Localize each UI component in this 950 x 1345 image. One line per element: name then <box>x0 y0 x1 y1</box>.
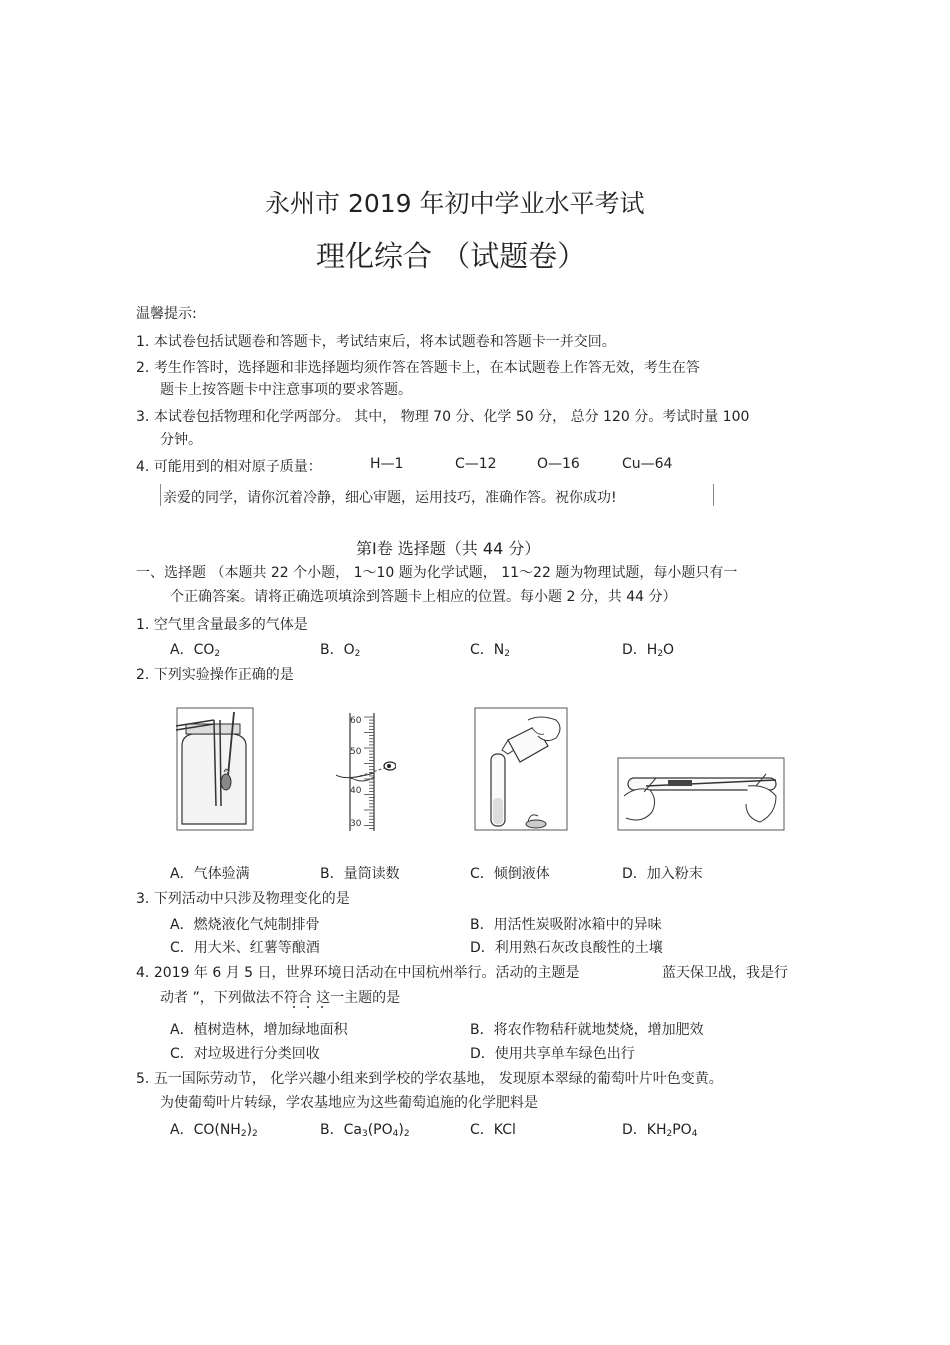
question-5-stem-cont: 为使葡萄叶片转绿，学农基地应为这些葡萄追施的化学肥料是 <box>160 1095 538 1111</box>
atomic-mass: H—1 <box>370 456 404 472</box>
q3-option-a: A．燃烧液化气炖制排骨 <box>170 917 320 933</box>
q2-option-d: D．加入粉末 <box>622 866 703 882</box>
q3-option-b: B．用活性炭吸附冰箱中的异味 <box>470 917 662 933</box>
q4-option-a: A．植树造林，增加绿地面积 <box>170 1022 348 1038</box>
scale-label: 30 <box>350 819 362 829</box>
q5-option-c: C．KCl <box>470 1122 516 1138</box>
section-heading: 第Ⅰ卷 选择题（共 44 分） <box>356 539 541 558</box>
notice-item: 3. 本试卷包括物理和化学两部分。 其中， 物理 70 分、化学 50 分， 总分 120 分。考试时量 100 <box>136 409 750 425</box>
q5-option-a: A．$CO(NH_2)_2$ <box>170 1122 258 1139</box>
scale-label: 50 <box>350 747 362 757</box>
q3-option-c: C．用大米、红薯等酿酒 <box>170 940 320 956</box>
question-3-stem: 3. 下列活动中只涉及物理变化的是 <box>136 891 350 907</box>
emphasis-text: 不符合 <box>269 990 312 1006</box>
scale-label: 60 <box>350 716 362 726</box>
q2-option-a: A．气体验满 <box>170 866 250 882</box>
notice-heading: 温馨提示: <box>136 306 197 322</box>
q4-option-c: C．对垃圾进行分类回收 <box>170 1046 320 1062</box>
figure-adding-powder <box>616 756 786 832</box>
q4-option-b: B．将农作物秸秆就地焚烧，增加肥效 <box>470 1022 704 1038</box>
q4-option-d: D．使用共享单车绿色出行 <box>470 1046 635 1062</box>
figure-pouring-liquid <box>474 706 570 832</box>
q5-option-d: D．$KH_2PO_4$ <box>622 1122 698 1139</box>
q2-option-c: C．倾倒液体 <box>470 866 550 882</box>
emphasis-dot <box>293 1006 295 1008</box>
question-4-stem-quote: 蓝天保卫战，我是行 <box>662 965 788 981</box>
q2-option-b: B．量筒读数 <box>320 866 400 882</box>
q5-option-b: B．$Ca_3(PO_4)_2$ <box>320 1122 410 1139</box>
question-4-stem: 4. 2019 年 6 月 5 日，世界环境日活动在中国杭州举行。活动的主题是 <box>136 965 580 981</box>
question-1-stem: 1. 空气里含量最多的气体是 <box>136 617 308 633</box>
encouragement-text: 亲爱的同学，请你沉着冷静，细心审题，运用技巧，准确作答。祝你成功! <box>163 490 617 506</box>
atomic-mass: C—12 <box>455 456 497 472</box>
notice-item-cont: 分钟。 <box>160 432 202 448</box>
exam-title: 永州市 2019 年初中学业水平考试 <box>265 189 645 218</box>
question-4-stem-cont: 动者 ”，下列做法不符合 这一主题的是 <box>160 990 401 1006</box>
q3-option-d: D．利用熟石灰改良酸性的土壤 <box>470 940 663 956</box>
scale-label: 40 <box>350 786 362 796</box>
section-intro-cont: 个正确答案。请将正确选项填涂到答题卡上相应的位置。每小题 2 分，共 44 分） <box>170 589 677 605</box>
q1-option-d: D．$H_2O$ <box>622 642 675 659</box>
q1-option-c: C．$N_2$ <box>470 642 510 659</box>
question-2-stem: 2. 下列实验操作正确的是 <box>136 667 294 683</box>
figure-cylinder-reading <box>336 713 396 833</box>
emphasis-dot <box>321 1006 323 1008</box>
notice-item: 2. 考生作答时，选择题和非选择题均须作答在答题卡上，在本试题卷上作答无效，考生在答 <box>136 360 700 376</box>
figure-gas-check <box>174 706 256 832</box>
notice-item: 4. 可能用到的相对原子质量： <box>136 459 322 475</box>
question-5-stem: 5. 五一国际劳动节， 化学兴趣小组来到学校的学农基地， 发现原本翠绿的葡萄叶片叶色变黄。 <box>136 1071 723 1087</box>
notice-item-cont: 题卡上按答题卡中注意事项的要求答题。 <box>160 382 412 398</box>
notice-item: 1. 本试卷包括试题卷和答题卡，考试结束后，将本试题卷和答题卡一并交回。 <box>136 334 616 350</box>
section-intro: 一、选择题 （本题共 22 个小题， 1～10 题为化学试题， 11～22 题为物理试题，每小题只有一 <box>136 565 738 581</box>
atomic-mass: O—16 <box>537 456 580 472</box>
exam-subtitle: 理化综合 （试题卷） <box>316 239 587 273</box>
emphasis-dot <box>307 1006 309 1008</box>
atomic-mass: Cu—64 <box>622 456 673 472</box>
q1-option-b: B．$O_2$ <box>320 642 361 659</box>
q1-option-a: A．$CO_2$ <box>170 642 221 659</box>
